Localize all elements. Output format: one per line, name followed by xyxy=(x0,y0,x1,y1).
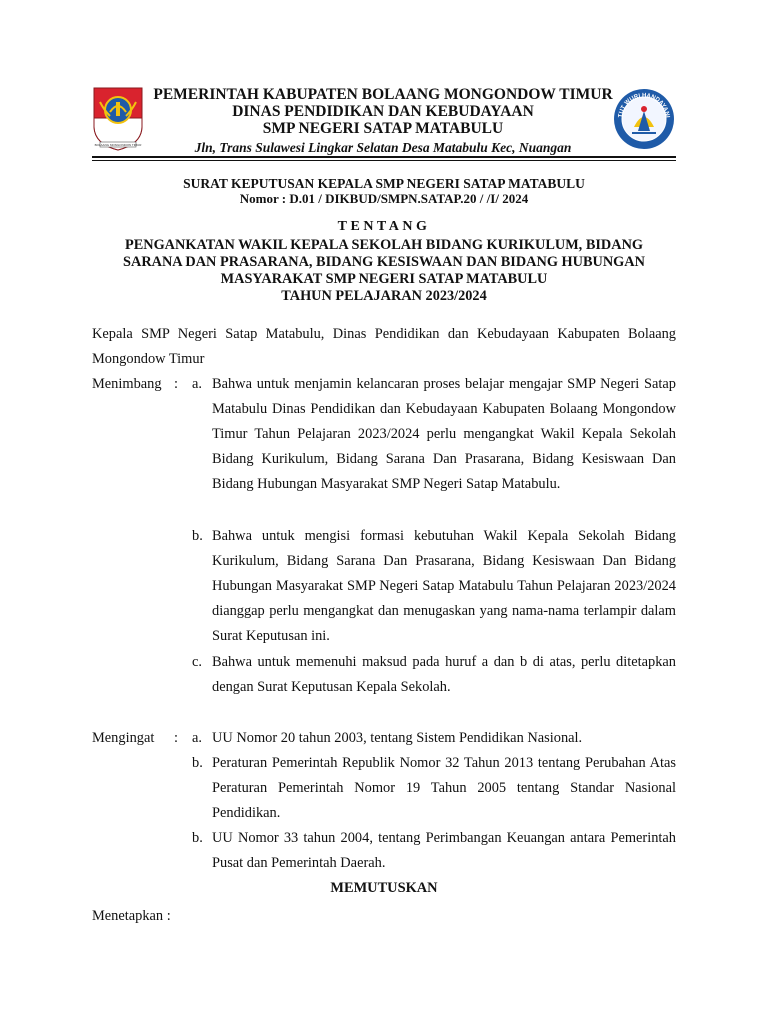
letterhead-text xyxy=(150,86,616,157)
tut-wuri-handayani-icon xyxy=(612,87,676,151)
menimbang-item-a xyxy=(192,372,676,497)
regency-emblem-icon xyxy=(92,86,144,152)
item-text: Bahwa untuk memenuhi maksud pada huruf a dan b di atas, perlu ditetapkan dengan Surat Keputusan Kepala Sekolah. xyxy=(212,654,676,695)
school-name: SMP NEGERI SATAP MATABULU xyxy=(262,120,504,137)
letterhead-rule-thin xyxy=(92,160,676,161)
menimbang-colon: : xyxy=(174,376,178,392)
subject-line: PENGANKATAN WAKIL KEPALA SEKOLAH BIDANG KURIKULUM, BIDANG xyxy=(124,237,644,253)
item-marker: c. xyxy=(192,654,202,670)
department-name: DINAS PENDIDIKAN DAN KEBUDAYAAN xyxy=(232,103,534,120)
item-text: Bahwa untuk mengisi formasi kebutuhan Wakil Kepala Sekolah Bidang Kurikulum, Bidang Sarana Dan Prasarana, Bidang Kesiswaan Dan Bidang Hubungan Masyarakat SMP Negeri Satap Matabulu Tahun Pelajaran 2023/2024 dianggap perlu mengangkat dan menugaskan yang nama-nama terlampir dalam Surat Keputusan ini. xyxy=(212,528,676,644)
menetapkan-label xyxy=(92,904,171,929)
subject-line: TAHUN PELAJARAN 2023/2024 xyxy=(281,288,487,304)
item-marker: a. xyxy=(192,730,202,746)
decree-subject xyxy=(92,237,676,305)
item-marker: b. xyxy=(192,830,203,846)
menimbang-item-b xyxy=(192,524,676,649)
item-marker: b. xyxy=(192,528,203,544)
intro-paragraph: Kepala SMP Negeri Satap Matabulu, Dinas Pendidikan dan Kebudayaan Kabupaten Bolaang Mongondow Timur xyxy=(92,326,676,367)
tentang-heading: TENTANG xyxy=(337,219,431,234)
emblem-banner-text: BOLAANG MONGONDOW TIMUR xyxy=(94,143,142,147)
menetapkan-text: Menetapkan xyxy=(92,908,164,924)
item-text: UU Nomor 33 tahun 2004, tentang Perimbangan Keuangan antara Pemerintah Pusat dan Pemerintah Daerah. xyxy=(212,830,676,871)
mengingat-item-a xyxy=(192,726,676,751)
mengingat-label: Mengingat xyxy=(92,730,155,746)
item-text: Peraturan Pemerintah Republik Nomor 32 Tahun 2013 tentang Perubahan Atas Peraturan Pemerintah Nomor 19 Tahun 2005 tentang Standar Nasional Pendidikan. xyxy=(212,755,676,821)
menetapkan-colon: : xyxy=(166,908,171,924)
tut-wuri-text: TUT WURI HANDAYANI xyxy=(617,92,670,119)
mengingat-item-b xyxy=(192,751,676,826)
item-text: UU Nomor 20 tahun 2003, tentang Sistem Pendidikan Nasional. xyxy=(212,730,583,746)
decree-number: Nomor : D.01 / DIKBUD/SMPN.SATAP.20 / /I/ 2024 xyxy=(239,191,529,206)
subject-line: SARANA DAN PRASARANA, BIDANG KESISWAAN DAN BIDANG HUBUNGAN xyxy=(123,254,645,270)
item-marker: b. xyxy=(192,755,203,771)
memutuskan-heading: MEMUTUSKAN xyxy=(330,880,438,896)
menimbang-label: Menimbang xyxy=(92,376,162,392)
mengingat-colon: : xyxy=(174,730,178,746)
school-address: Jln, Trans Sulawesi Lingkar Selatan Desa Matabulu Kec, Nuangan xyxy=(194,140,572,155)
decree-title: SURAT KEPUTUSAN KEPALA SMP NEGERI SATAP MATABULU xyxy=(183,176,585,191)
item-text: Bahwa untuk menjamin kelancaran proses belajar mengajar SMP Negeri Satap Matabulu Dinas Pendidikan dan Kebudayaan Kabupaten Bolaang Mongondow Timur Tahun Pelajaran 2023/2024 perlu mengangkat Wakil Kepala Sekolah Bidang Kurikulum, Bidang Sarana Dan Prasarana, Bidang Kesiswaan Dan Bidang Hubungan Masyarakat SMP Negeri Satap Matabulu. xyxy=(212,376,676,492)
item-marker: a. xyxy=(192,376,202,392)
mengingat-item-c xyxy=(192,826,676,876)
subject-line: MASYARAKAT SMP NEGERI SATAP MATABULU xyxy=(220,271,548,287)
menimbang-item-c xyxy=(192,650,676,700)
letterhead-rule-thick xyxy=(92,156,676,158)
government-name: PEMERINTAH KABUPATEN BOLAANG MONGONDOW TIMUR xyxy=(153,86,613,103)
